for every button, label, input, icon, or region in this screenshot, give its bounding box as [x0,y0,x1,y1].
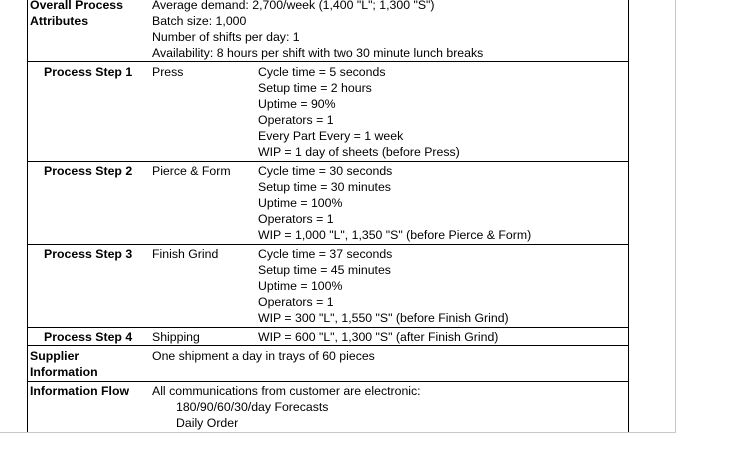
process-step-4-label: Process Step 4 [44,330,133,344]
step-2-operators: Operators = 1 [258,212,334,226]
information-flow-label: Information Flow [30,384,130,398]
step-1-wip: WIP = 1 day of sheets (before Press) [258,145,460,159]
step-2-cycle-time: Cycle time = 30 seconds [258,164,393,178]
supplier-information-label [30,348,98,380]
process-step-4-details [258,329,498,345]
step-1-setup-time: Setup time = 2 hours [258,81,372,95]
process-step-1-details [258,64,460,160]
overall-label-line-1: Overall Process [30,0,123,12]
step-1-every-part-every: Every Part Every = 1 week [258,129,404,143]
step-3-cycle-time: Cycle time = 37 seconds [258,247,393,261]
page-background-right [676,0,731,463]
process-step-3-details [258,246,509,326]
process-step-2-name: Pierce & Form [152,164,231,178]
page-background-bottom [0,433,731,463]
row-divider [28,61,628,62]
daily-order-text: Daily Order [176,416,239,430]
step-3-wip: WIP = 300 "L", 1,550 "S" (before Finish Grind) [258,311,509,325]
process-step-1-name: Press [152,65,184,79]
overall-process-label [30,0,123,29]
process-step-2-label: Process Step 2 [44,164,133,178]
supplier-information-text: One shipment a day in trays of 60 pieces [152,349,375,363]
overall-label-line-2: Attributes [30,14,89,28]
step-1-cycle-time: Cycle time = 5 seconds [258,65,386,79]
row-divider [28,244,628,245]
step-3-operators: Operators = 1 [258,295,334,309]
row-divider [28,327,628,328]
overall-process-values [152,0,483,61]
step-1-uptime: Uptime = 90% [258,97,336,111]
process-step-2-details [258,163,531,243]
information-flow-values [152,383,421,431]
process-step-3-name: Finish Grind [152,247,219,261]
step-3-uptime: Uptime = 100% [258,279,343,293]
average-demand-text: Average demand: 2,700/week (1,400 "L"; 1,300 "S") [152,0,435,12]
process-step-3-label: Process Step 3 [44,247,133,261]
row-divider [28,381,628,382]
row-divider [28,345,628,346]
step-1-operators: Operators = 1 [258,113,334,127]
process-step-1-label: Process Step 1 [44,65,133,79]
step-3-setup-time: Setup time = 45 minutes [258,263,391,277]
information-flow-text: All communications from customer are electronic: [152,384,421,398]
step-2-uptime: Uptime = 100% [258,196,343,210]
page-edge [0,432,676,433]
process-attributes-table [27,0,629,433]
row-divider [28,161,628,162]
forecasts-text: 180/90/60/30/day Forecasts [176,400,329,414]
step-4-wip: WIP = 600 "L", 1,300 "S" (after Finish Grind) [258,330,499,344]
step-2-setup-time: Setup time = 30 minutes [258,180,391,194]
step-2-wip: WIP = 1,000 "L", 1,350 "S" (before Pierce & Form) [258,228,532,242]
supplier-label-line-1: Supplier [30,349,80,363]
shifts-per-day-text: Number of shifts per day: 1 [152,30,300,44]
availability-text: Availability: 8 hours per shift with two 30 minute lunch breaks [152,46,484,60]
page-edge [675,0,676,433]
supplier-label-line-2: Information [30,365,98,379]
process-step-4-name: Shipping [152,330,200,344]
batch-size-text: Batch size: 1,000 [152,14,247,28]
